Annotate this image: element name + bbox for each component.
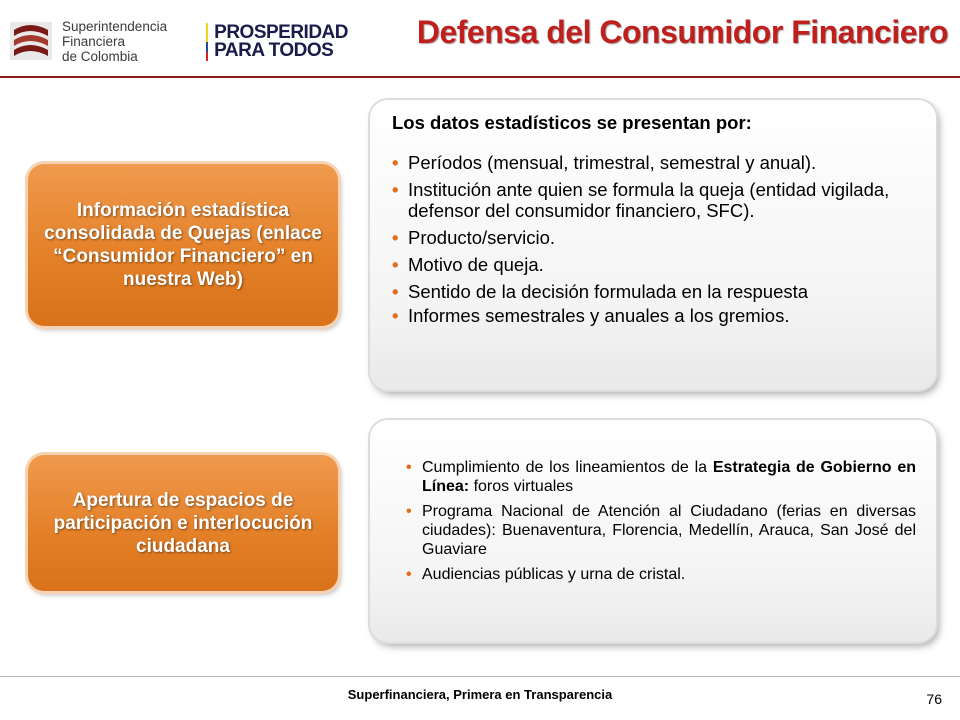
footer-slogan: Superfinanciera, Primera en Transparencia	[347, 687, 613, 702]
list-item	[392, 152, 914, 173]
datos-list	[392, 152, 914, 326]
prosperidad-logo-text	[214, 24, 348, 60]
list-item-text-post: foros virtuales	[469, 478, 574, 495]
bullet-icon: •	[392, 227, 399, 248]
sfc-logo-line-2: Financiera	[62, 33, 126, 49]
footer-divider	[0, 676, 960, 677]
list-item	[392, 227, 914, 248]
prosperidad-line-2: PARA TODOS	[214, 40, 334, 61]
bullet-icon: •	[392, 152, 399, 173]
sfc-logo-text	[62, 19, 167, 64]
bullet-icon: •	[392, 305, 399, 326]
list-item	[406, 458, 916, 496]
list-item-text: Institución ante quien se formula la queja (entidad vigilada, defensor del consumidor financiero, SFC).	[408, 179, 890, 221]
list-item	[392, 281, 914, 302]
list-item-text: Audiencias públicas y urna de cristal.	[422, 566, 686, 583]
participacion-list	[406, 458, 916, 584]
bullet-icon: •	[406, 566, 412, 583]
list-item	[392, 254, 914, 275]
info-estadistica-box	[28, 164, 338, 326]
page-title: Defensa del Consumidor Financiero	[416, 14, 948, 50]
list-item-text: Producto/servicio.	[408, 227, 556, 248]
header-divider	[0, 76, 960, 78]
list-item-text-pre: Cumplimiento de los lineamientos de la	[422, 459, 713, 476]
panel-heading: Los datos estadísticos se presentan por:	[392, 112, 752, 133]
info-estadistica-text: Información estadística consolidada de Quejas (enlace “Consumidor Financiero” en nuestra Web)	[44, 200, 322, 290]
list-item-text: Programa Nacional de Atención al Ciudadano (ferias en diversas ciudades): Buenaventura, Florencia, Medellín, Arauca, San José del Guaviare	[422, 503, 916, 558]
list-item-text: Motivo de queja.	[408, 254, 544, 275]
list-item-text: Sentido de la decisión formulada en la respuesta	[408, 281, 809, 302]
prosperidad-logo	[206, 20, 348, 64]
bullet-icon: •	[392, 281, 399, 302]
bullet-icon: •	[406, 503, 412, 520]
participacion-panel	[370, 420, 936, 642]
list-item-text: Períodos (mensual, trimestral, semestral y anual).	[408, 152, 817, 173]
list-item-text: Informes semestrales y anuales a los gremios.	[408, 305, 790, 326]
sfc-logo-line-1: Superintendencia	[62, 18, 168, 34]
colombia-flag-icon	[206, 23, 208, 61]
list-item	[406, 502, 916, 559]
datos-estadisticos-panel	[370, 100, 936, 390]
sfc-logo	[8, 12, 198, 70]
apertura-espacios-text: Apertura de espacios de participación e interlocución ciudadana	[53, 489, 313, 557]
gobierno-en-linea-emphasis: Estrategia de Gobierno en Línea:	[422, 459, 917, 495]
sfc-emblem-icon	[8, 18, 54, 64]
sfc-logo-line-3: de Colombia	[62, 48, 138, 64]
prosperidad-line-1: PROSPERIDAD	[214, 22, 348, 43]
list-item	[392, 179, 914, 221]
page-number: 76	[926, 691, 942, 707]
apertura-espacios-box	[28, 455, 338, 591]
bullet-icon: •	[392, 254, 399, 275]
list-item	[392, 305, 914, 326]
bullet-icon: •	[392, 179, 399, 200]
bullet-icon: •	[406, 459, 412, 476]
list-item	[406, 565, 916, 584]
